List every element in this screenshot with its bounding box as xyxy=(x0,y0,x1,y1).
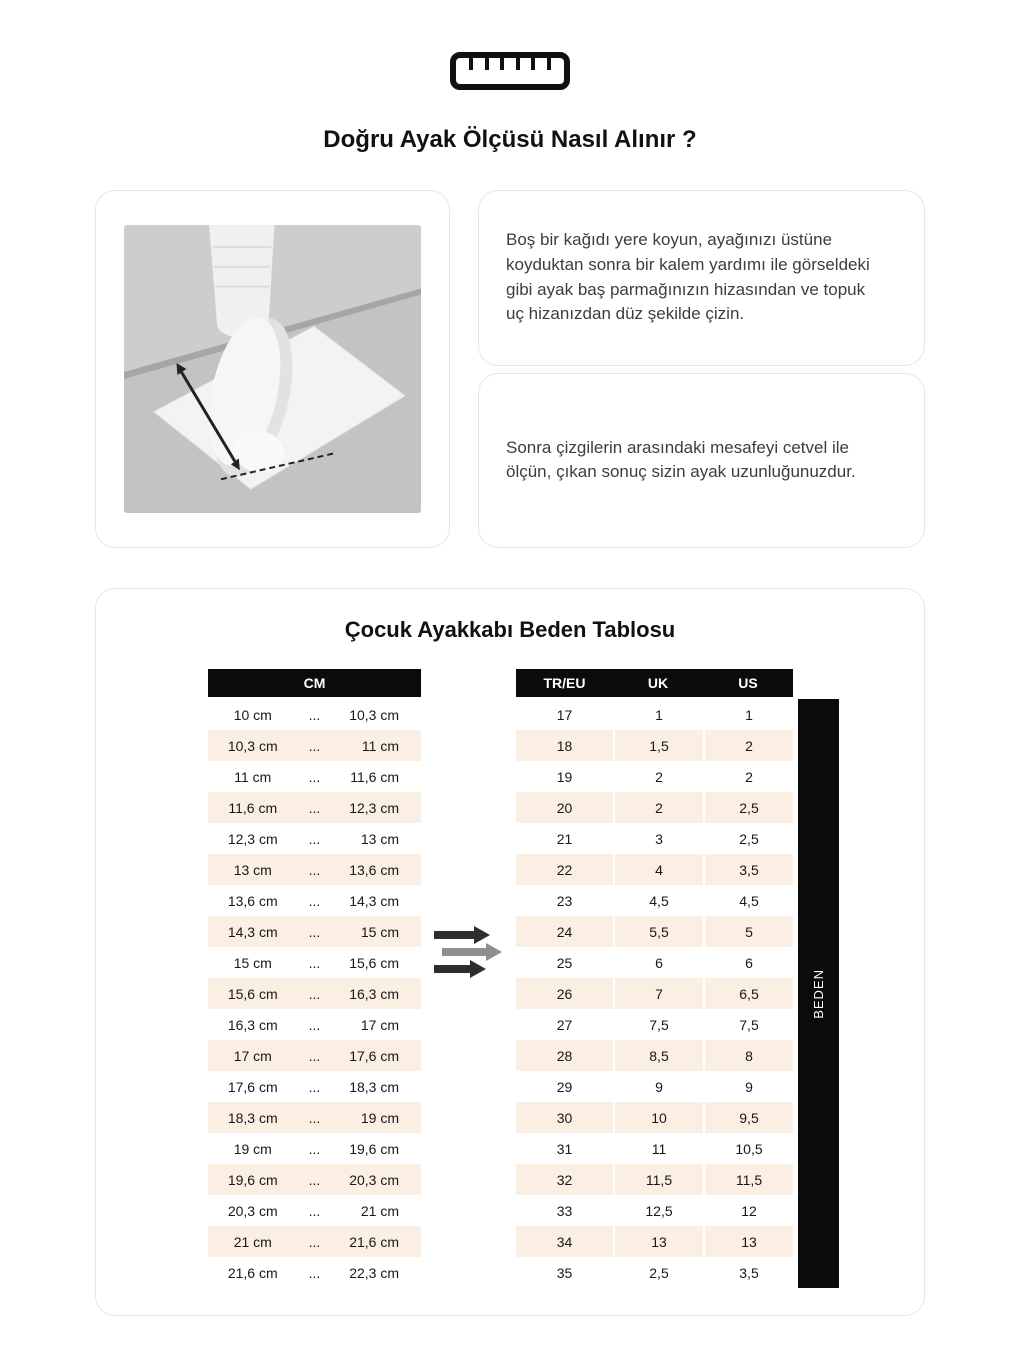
range-dots: ... xyxy=(308,737,321,754)
cm-range-from: 12,3 cm xyxy=(227,830,278,847)
cm-table-row xyxy=(208,1009,421,1040)
size-cell-tr-eu: 28 xyxy=(516,1040,613,1071)
cm-range-to: 11 cm xyxy=(361,737,399,754)
cm-range-to: 21,6 cm xyxy=(349,1233,399,1250)
size-cell-us: 2,5 xyxy=(739,830,759,847)
cm-table-body xyxy=(208,699,421,1288)
size-table-row xyxy=(516,916,793,947)
cm-table-header: CM xyxy=(208,669,421,697)
range-dots: ... xyxy=(308,892,321,909)
foot-photo-card xyxy=(95,190,450,548)
cm-range-to: 11,6 cm xyxy=(350,768,399,785)
size-cell-tr-eu: 24 xyxy=(516,916,613,947)
range-dots: ... xyxy=(308,799,321,816)
size-cell-uk: 1,5 xyxy=(615,730,703,761)
ruler-icon xyxy=(0,50,1020,92)
size-cell-uk: 8,5 xyxy=(615,1040,703,1071)
size-table-row xyxy=(516,1040,793,1071)
cm-range-from: 13,6 cm xyxy=(227,892,278,909)
size-cell-tr-eu: 22 xyxy=(516,854,613,885)
size-cell-us: 6,5 xyxy=(705,978,793,1009)
size-cell-tr-eu: 25 xyxy=(556,954,573,971)
size-cell-tr-eu: 29 xyxy=(556,1078,573,1095)
size-table-row xyxy=(516,978,793,1009)
size-cell-us: 5 xyxy=(705,916,793,947)
range-dots: ... xyxy=(308,1140,321,1157)
range-dots: ... xyxy=(308,706,321,723)
size-cell-uk: 2,5 xyxy=(649,1264,669,1281)
size-table-row xyxy=(516,1133,793,1164)
cm-table-row xyxy=(208,916,421,947)
cm-table xyxy=(208,669,421,1288)
cm-range-to: 10,3 cm xyxy=(349,706,399,723)
cm-range-from: 20,3 cm xyxy=(227,1202,278,1219)
size-cell-us: 10,5 xyxy=(735,1140,763,1157)
cm-range-to: 21 cm xyxy=(360,1202,399,1219)
size-cell-uk: 1 xyxy=(655,706,663,723)
cm-range-from: 15,6 cm xyxy=(227,985,278,1002)
cm-range-from: 10,3 cm xyxy=(227,737,278,754)
size-cell-us: 12 xyxy=(741,1202,757,1219)
size-cell-uk: 10 xyxy=(615,1102,703,1133)
size-chart-card xyxy=(95,588,925,1316)
size-table-row xyxy=(516,792,793,823)
size-cell-us: 8 xyxy=(705,1040,793,1071)
range-dots: ... xyxy=(308,1078,321,1095)
size-table-row xyxy=(516,1257,793,1288)
cm-table-row xyxy=(208,699,421,730)
size-cell-tr-eu: 19 xyxy=(556,768,573,785)
size-cell-us: 2,5 xyxy=(705,792,793,823)
cm-table-row xyxy=(208,823,421,854)
cm-range-from: 13 cm xyxy=(233,861,272,878)
range-dots: ... xyxy=(308,923,321,940)
cm-range-from: 16,3 cm xyxy=(227,1016,278,1033)
page-title: Doğru Ayak Ölçüsü Nasıl Alınır ? xyxy=(323,126,697,153)
cm-range-to: 13,6 cm xyxy=(349,861,399,878)
cm-range-from: 21,6 cm xyxy=(227,1264,278,1281)
cm-range-to: 15 cm xyxy=(360,923,399,940)
size-cell-tr-eu: 30 xyxy=(516,1102,613,1133)
instruction-step2-text: Sonra çizgilerin arasındaki mesafeyi cetvel ile ölçün, çıkan sonuç sizin ayak uzunluğunuzdur. xyxy=(506,437,856,482)
cm-range-from: 17 cm xyxy=(233,1047,272,1064)
size-table-row xyxy=(516,885,793,916)
cm-range-to: 13 cm xyxy=(360,830,399,847)
size-cell-us: 9,5 xyxy=(705,1102,793,1133)
cm-range-to: 12,3 cm xyxy=(349,799,399,816)
size-cell-tr-eu: 34 xyxy=(516,1226,613,1257)
cm-range-to: 17 cm xyxy=(360,1016,399,1033)
size-cell-us: 4,5 xyxy=(739,892,759,909)
cm-table-row xyxy=(208,885,421,916)
cm-range-from: 19,6 cm xyxy=(227,1171,278,1188)
size-cell-uk: 2 xyxy=(655,768,663,785)
range-dots: ... xyxy=(308,985,321,1002)
cm-range-from: 21 cm xyxy=(233,1233,272,1250)
cm-table-row xyxy=(208,1133,421,1164)
cm-range-to: 19 cm xyxy=(360,1109,399,1126)
range-dots: ... xyxy=(308,1171,321,1188)
cm-range-to: 17,6 cm xyxy=(349,1047,399,1064)
cm-range-from: 11,6 cm xyxy=(228,799,278,816)
cm-table-row xyxy=(208,1257,421,1288)
range-dots: ... xyxy=(308,768,321,785)
size-cell-uk: 4 xyxy=(615,854,703,885)
size-cell-uk: 13 xyxy=(615,1226,703,1257)
cm-range-to: 16,3 cm xyxy=(349,985,399,1002)
size-table-row xyxy=(516,1195,793,1226)
size-table-header xyxy=(516,669,793,697)
size-cell-tr-eu: 20 xyxy=(516,792,613,823)
size-cell-us: 6 xyxy=(745,954,753,971)
size-cell-uk: 7,5 xyxy=(649,1016,669,1033)
size-cell-us: 3,5 xyxy=(739,1264,759,1281)
cm-range-from: 15 cm xyxy=(233,954,272,971)
range-dots: ... xyxy=(308,830,321,847)
size-cell-us: 3,5 xyxy=(705,854,793,885)
instruction-step1-text: Boş bir kağıdı yere koyun, ayağınızı üstüne koyduktan sonra bir kalem yardımı ile görseldeki gibi ayak baş parmağınızın hizasından ve topuk uç hizanızdan düz şekilde çizin. xyxy=(506,230,870,324)
cm-table-row xyxy=(208,1164,421,1195)
size-table-row xyxy=(516,1071,793,1102)
size-cell-us: 11,5 xyxy=(705,1164,793,1195)
cm-range-from: 14,3 cm xyxy=(227,923,278,940)
cm-table-row xyxy=(208,761,421,792)
size-table-row xyxy=(516,1102,793,1133)
size-cell-uk: 11 xyxy=(651,1140,667,1157)
size-table-row xyxy=(516,1009,793,1040)
size-cell-tr-eu: 31 xyxy=(556,1140,573,1157)
cm-table-row xyxy=(208,1040,421,1071)
size-cell-uk: 2 xyxy=(615,792,703,823)
cm-range-from: 17,6 cm xyxy=(227,1078,278,1095)
size-cell-uk: 5,5 xyxy=(615,916,703,947)
size-table-row xyxy=(516,947,793,978)
cm-table-row xyxy=(208,854,421,885)
cm-range-from: 19 cm xyxy=(233,1140,272,1157)
size-table-row xyxy=(516,854,793,885)
size-cell-tr-eu: 18 xyxy=(516,730,613,761)
cm-range-from: 10 cm xyxy=(233,706,272,723)
cm-range-to: 14,3 cm xyxy=(349,892,399,909)
size-table-row xyxy=(516,699,793,730)
cm-range-to: 19,6 cm xyxy=(349,1140,399,1157)
foot-measurement-photo xyxy=(124,225,421,513)
range-dots: ... xyxy=(308,1016,321,1033)
size-cell-us: 13 xyxy=(705,1226,793,1257)
size-cell-uk: 7 xyxy=(615,978,703,1009)
cm-table-row xyxy=(208,1071,421,1102)
size-cell-uk: 3 xyxy=(655,830,663,847)
instruction-card-step2 xyxy=(478,373,925,549)
range-dots: ... xyxy=(308,954,321,971)
cm-table-row xyxy=(208,1102,421,1133)
size-table-row xyxy=(516,823,793,854)
size-cell-tr-eu: 35 xyxy=(556,1264,573,1281)
size-cell-tr-eu: 21 xyxy=(556,830,573,847)
cm-range-to: 22,3 cm xyxy=(349,1264,399,1281)
size-cell-tr-eu: 32 xyxy=(516,1164,613,1195)
size-table-row xyxy=(516,761,793,792)
cm-range-to: 18,3 cm xyxy=(349,1078,399,1095)
size-table-header-us: US xyxy=(738,675,758,691)
cm-table-row xyxy=(208,730,421,761)
size-cell-tr-eu: 26 xyxy=(516,978,613,1009)
size-cell-tr-eu: 23 xyxy=(556,892,573,909)
cm-table-row xyxy=(208,978,421,1009)
cm-table-row xyxy=(208,1195,421,1226)
range-dots: ... xyxy=(308,1047,321,1064)
cm-table-row xyxy=(208,947,421,978)
range-dots: ... xyxy=(308,1233,321,1250)
cm-table-row xyxy=(208,1226,421,1257)
size-cell-us: 2 xyxy=(705,730,793,761)
size-cell-us: 1 xyxy=(745,706,753,723)
cm-range-to: 15,6 cm xyxy=(349,954,399,971)
cm-table-row xyxy=(208,792,421,823)
beden-label: BEDEN xyxy=(811,968,826,1019)
beden-sidebar xyxy=(798,699,839,1288)
size-cell-us: 9 xyxy=(745,1078,753,1095)
measurement-instructions-section xyxy=(95,190,925,548)
size-table xyxy=(516,669,793,1288)
range-dots: ... xyxy=(308,1264,321,1281)
size-cell-uk: 6 xyxy=(655,954,663,971)
transfer-arrows-icon xyxy=(432,921,504,983)
size-table-header-tr-eu: TR/EU xyxy=(543,675,586,691)
cm-range-from: 18,3 cm xyxy=(227,1109,278,1126)
size-cell-us: 2 xyxy=(745,768,753,785)
range-dots: ... xyxy=(308,1109,321,1126)
size-cell-uk: 12,5 xyxy=(645,1202,673,1219)
instruction-card-step1 xyxy=(478,190,925,366)
size-cell-us: 7,5 xyxy=(739,1016,759,1033)
size-chart-title: Çocuk Ayakkabı Beden Tablosu xyxy=(344,617,676,642)
size-cell-tr-eu: 17 xyxy=(556,706,573,723)
size-cell-tr-eu: 33 xyxy=(556,1202,573,1219)
range-dots: ... xyxy=(308,861,321,878)
size-table-body xyxy=(516,699,793,1288)
cm-range-to: 20,3 cm xyxy=(349,1171,399,1188)
size-table-header-uk: UK xyxy=(647,675,669,691)
instruction-cards xyxy=(478,190,925,548)
size-cell-tr-eu: 27 xyxy=(556,1016,573,1033)
size-table-row xyxy=(516,1164,793,1195)
size-cell-uk: 11,5 xyxy=(615,1164,703,1195)
cm-range-from: 11 cm xyxy=(234,768,272,785)
size-table-row xyxy=(516,730,793,761)
range-dots: ... xyxy=(308,1202,321,1219)
size-table-row xyxy=(516,1226,793,1257)
size-cell-uk: 9 xyxy=(655,1078,663,1095)
size-cell-uk: 4,5 xyxy=(649,892,669,909)
